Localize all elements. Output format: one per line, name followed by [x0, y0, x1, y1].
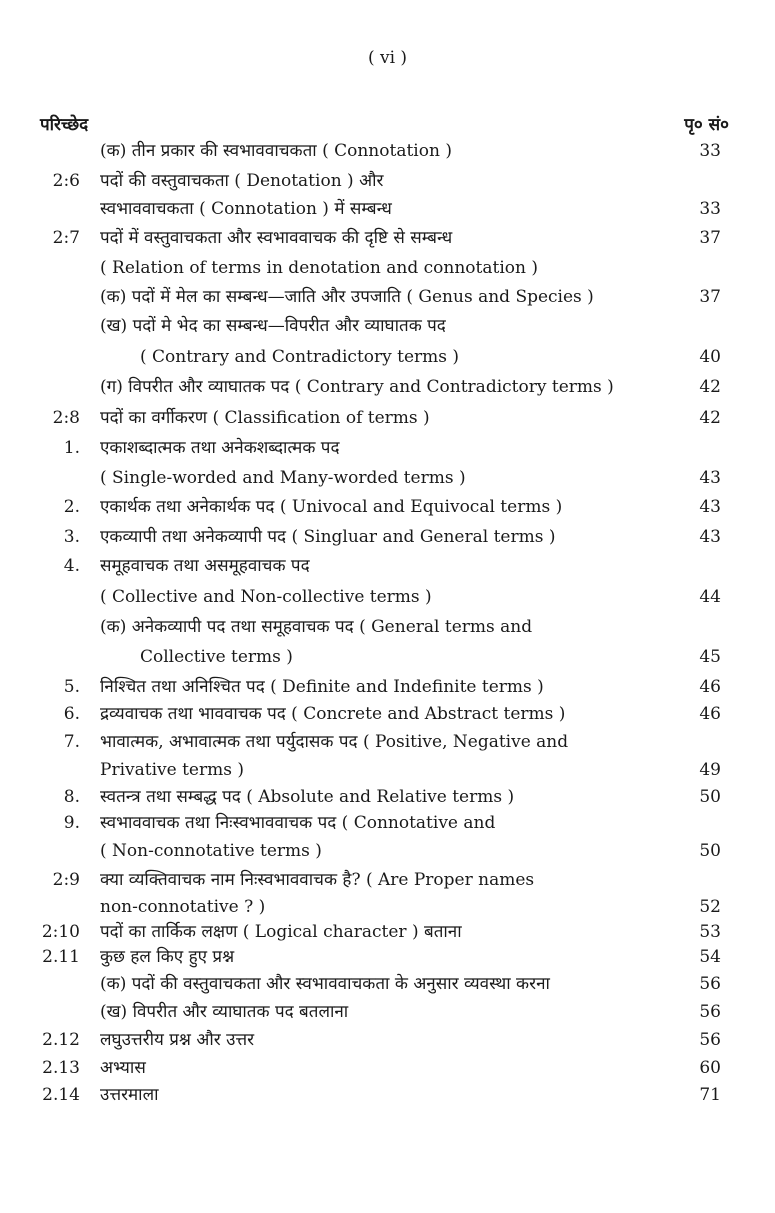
toc-entry-text: (क) तीन प्रकार की स्वभाववाचकता ( Connotation ) [100, 141, 452, 161]
toc-page-number: 43 [699, 497, 721, 517]
toc-entry-text: ( Single-worded and Many-worded terms ) [100, 468, 466, 488]
toc-row [0, 435, 775, 461]
toc-entry-text: Privative terms ) [100, 760, 244, 780]
toc-row [0, 255, 775, 281]
toc-entry-text: (ग) विपरीत और व्याघातक पद ( Contrary and Contradictory terms ) [100, 377, 614, 397]
toc-page-number: 52 [699, 897, 721, 917]
toc-entry-text: Collective terms ) [140, 647, 293, 667]
toc-row [0, 138, 775, 164]
toc-page-number: 71 [699, 1085, 721, 1105]
toc-row [0, 701, 775, 727]
toc-page-number: 44 [699, 587, 721, 607]
toc-row [0, 553, 775, 579]
toc-entry-text: एकार्थक तथा अनेकार्थक पद ( Univocal and Equivocal terms ) [100, 497, 563, 517]
toc-entry-text: भावात्मक, अभावात्मक तथा पर्युदासक पद ( Positive, Negative and [100, 732, 569, 752]
toc-entry-text: ( Collective and Non-collective terms ) [100, 587, 432, 607]
header-section-label: परिच्छेद [40, 115, 89, 135]
header-page-label: पृ० सं० [684, 115, 729, 135]
toc-section-number: 4. [63, 556, 80, 576]
toc-entry-text: द्रव्यवाचक तथा भाववाचक पद ( Concrete and Abstract terms ) [100, 704, 566, 724]
toc-section-number: 2.13 [42, 1058, 80, 1078]
toc-entry-text: (क) अनेकव्यापी पद तथा समूहवाचक पद ( General terms and [100, 617, 533, 637]
toc-row [0, 999, 775, 1025]
toc-entry-text: (ख) पदों मे भेद का सम्बन्ध—विपरीत और व्याघातक पद [100, 316, 446, 336]
toc-section-number: 5. [63, 677, 80, 697]
toc-entry-text: पदों की वस्तुवाचकता ( Denotation ) और [100, 171, 384, 191]
toc-row [0, 168, 775, 194]
toc-row [0, 838, 775, 864]
toc-page-number: 50 [699, 787, 721, 807]
toc-page-number: 56 [699, 1030, 721, 1050]
toc-section-number: 9. [63, 813, 80, 833]
toc-row [0, 405, 775, 431]
toc-row [0, 729, 775, 755]
toc-section-number: 2:6 [52, 171, 80, 191]
toc-row [0, 614, 775, 640]
toc-row [0, 784, 775, 810]
toc-section-number: 3. [63, 527, 80, 547]
toc-row [0, 674, 775, 700]
toc-row [0, 313, 775, 339]
toc-section-number: 7. [63, 732, 80, 752]
toc-row [0, 644, 775, 670]
page-number-label: ( vi ) [367, 48, 408, 68]
toc-section-number: 2:8 [52, 408, 80, 428]
toc-entry-text: पदों में वस्तुवाचकता और स्वभाववाचक की दृष्टि से सम्बन्ध [100, 228, 453, 248]
toc-page-number: 33 [699, 199, 721, 219]
toc-row [0, 1055, 775, 1081]
toc-entry-text: निश्चित तथा अनिश्चित पद ( Definite and Indefinite terms ) [100, 677, 544, 697]
toc-row [0, 196, 775, 222]
toc-page-number: 56 [699, 974, 721, 994]
toc-row [0, 344, 775, 370]
toc-section-number: 2. [63, 497, 80, 517]
toc-section-number: 2:7 [52, 228, 80, 248]
toc-entry-text: स्वभाववाचक तथा निःस्वभाववाचक पद ( Connotative and [100, 813, 496, 833]
toc-page-number: 37 [699, 228, 721, 248]
toc-page-number: 50 [699, 841, 721, 861]
toc-row [0, 867, 775, 893]
toc-entry-text: ( Contrary and Contradictory terms ) [140, 347, 460, 367]
toc-section-number: 6. [63, 704, 80, 724]
toc-row [0, 524, 775, 550]
toc-page-number: 53 [699, 922, 721, 942]
toc-page-number: 42 [699, 377, 721, 397]
toc-row [0, 1027, 775, 1053]
toc-page-number: 45 [699, 647, 721, 667]
toc-section-number: 2:10 [41, 922, 80, 942]
toc-section-number: 2.14 [42, 1085, 80, 1105]
toc-row [0, 810, 775, 836]
toc-entry-text: समूहवाचक तथा असमूहवाचक पद [100, 556, 310, 576]
toc-page-number: 46 [699, 704, 721, 724]
toc-section-number: 2:9 [52, 870, 80, 890]
toc-entry-text: स्वतन्त्र तथा सम्बद्ध पद ( Absolute and Relative terms ) [100, 787, 515, 807]
toc-row [0, 971, 775, 997]
toc-row [0, 894, 775, 920]
toc-entry-text: लघुउत्तरीय प्रश्न और उत्तर [100, 1030, 255, 1050]
toc-row [0, 465, 775, 491]
toc-entry-text: कुछ हल किए हुए प्रश्न [100, 947, 235, 967]
toc-row [0, 757, 775, 783]
toc-page-number: 33 [699, 141, 721, 161]
toc-entry-text: एकव्यापी तथा अनेकव्यापी पद ( Singluar and General terms ) [100, 527, 556, 547]
toc-entry-text: स्वभाववाचकता ( Connotation ) में सम्बन्ध [100, 199, 392, 219]
toc-entry-text: (ख) विपरीत और व्याघातक पद बतलाना [100, 1002, 349, 1022]
toc-page-number: 54 [699, 947, 721, 967]
toc-page-number: 43 [699, 527, 721, 547]
toc-page-number: 42 [699, 408, 721, 428]
toc-page-number: 46 [699, 677, 721, 697]
toc-entry-text: क्या व्यक्तिवाचक नाम निःस्वभाववाचक है? ( Are Proper names [100, 870, 535, 890]
toc-row [0, 284, 775, 310]
toc-page-number: 40 [699, 347, 721, 367]
toc-entry-text: अभ्यास [100, 1058, 146, 1078]
toc-entry-text: ( Non-connotative terms ) [100, 841, 322, 861]
toc-row [0, 584, 775, 610]
toc-entry-text: पदों का वर्गीकरण ( Classification of terms ) [100, 408, 430, 428]
toc-row [0, 374, 775, 400]
toc-row [0, 225, 775, 251]
toc-entry-text: पदों का तार्किक लक्षण ( Logical character ) बताना [100, 922, 462, 942]
toc-entry-text: (क) पदों की वस्तुवाचकता और स्वभाववाचकता के अनुसार व्यवस्था करना [100, 974, 550, 994]
toc-page-number: 49 [699, 760, 721, 780]
toc-section-number: 1. [63, 438, 80, 458]
toc-entry-text: non-connotative ? ) [100, 897, 266, 917]
toc-row [0, 494, 775, 520]
toc-page-number: 43 [699, 468, 721, 488]
toc-page-number: 56 [699, 1002, 721, 1022]
toc-page-number: 60 [699, 1058, 721, 1078]
toc-entry-text: (क) पदों में मेल का सम्बन्ध—जाति और उपजाति ( Genus and Species ) [100, 287, 594, 307]
toc-entry-text: ( Relation of terms in denotation and connotation ) [100, 258, 538, 278]
toc-section-number: 8. [63, 787, 80, 807]
toc-row [0, 944, 775, 970]
toc-section-number: 2.12 [42, 1030, 80, 1050]
toc-entry-text: एकाशब्दात्मक तथा अनेकशब्दात्मक पद [100, 438, 340, 458]
toc-row [0, 919, 775, 945]
toc-row [0, 1082, 775, 1108]
toc-entry-text: उत्तरमाला [100, 1085, 159, 1105]
toc-page-number: 37 [699, 287, 721, 307]
toc-section-number: 2.11 [42, 947, 80, 967]
